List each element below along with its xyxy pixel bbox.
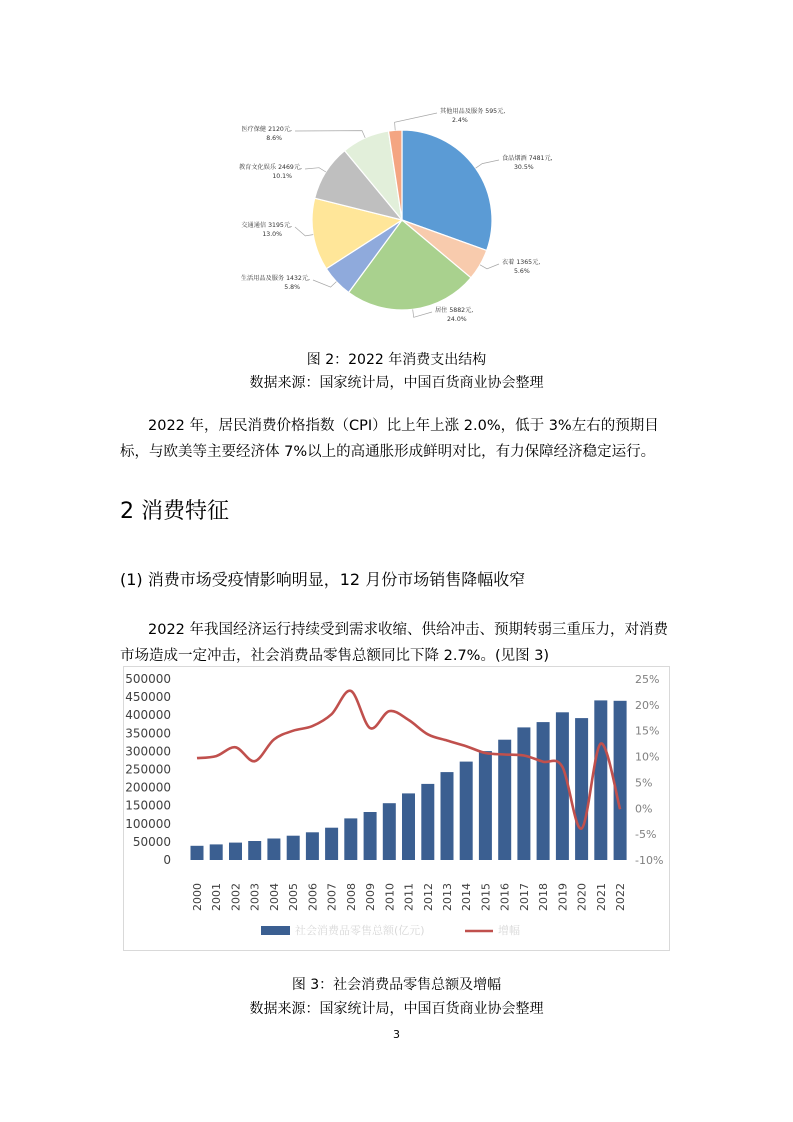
pie-label-percent: 10.1%: [272, 173, 292, 180]
y-right-tick-label: 20%: [635, 698, 660, 712]
bar: [248, 841, 261, 860]
y-left-tick-label: 350000: [125, 726, 171, 741]
x-tick-label: 2015: [479, 883, 493, 911]
x-tick-label: 2009: [364, 883, 378, 911]
pie-label-percent: 8.6%: [266, 135, 282, 142]
y-left-tick-label: 250000: [125, 762, 171, 777]
legend-label-bar: 社会消费品零售总额(亿元): [295, 924, 425, 937]
y-right-tick-label: 15%: [635, 724, 660, 738]
pie-label-percent: 2.4%: [452, 117, 468, 124]
legend-label-line: 增幅: [498, 924, 520, 937]
bar: [191, 846, 204, 860]
x-tick-label: 2020: [575, 883, 589, 911]
x-tick-label: 2014: [460, 883, 474, 911]
pie-label-percent: 30.5%: [514, 164, 534, 171]
y-left-tick-label: 400000: [125, 708, 171, 723]
pie-label-name: 衣着 1365元,: [502, 259, 541, 266]
x-tick-label: 2021: [594, 883, 608, 911]
pie-leader-line: [295, 227, 313, 236]
bar: [267, 839, 280, 861]
bar: [364, 812, 377, 860]
bar: [614, 701, 627, 860]
x-tick-label: 2000: [191, 883, 204, 911]
bar: [325, 828, 338, 860]
bar: [460, 762, 473, 860]
y-right-tick-label: -10%: [635, 854, 664, 867]
x-tick-label: 2011: [402, 883, 416, 911]
y-left-tick-label: 300000: [125, 744, 171, 759]
bar: [402, 793, 415, 860]
pie-label-name: 医疗保健 2120元,: [241, 126, 292, 133]
x-tick-label: 2003: [248, 883, 262, 911]
paragraph-cpi: 2022 年，居民消费价格指数（CPI）比上年上涨 2.0%，低于 3%左右的预期目标，与欧美等主要经济体 7%以上的高通胀形成鲜明对比，有力保障经济稳定运行。: [120, 418, 659, 460]
pie-label-percent: 13.0%: [262, 231, 282, 238]
bar: [441, 772, 454, 860]
y-left-tick-label: 100000: [125, 816, 171, 831]
x-tick-label: 2001: [210, 883, 224, 911]
pie-label-name: 居住 5882元,: [435, 307, 474, 314]
bar: [594, 700, 607, 860]
figure3-source: 数据来源：国家统计局，中国百货商业协会整理: [249, 1001, 544, 1017]
x-tick-label: 2004: [267, 883, 281, 911]
y-left-tick-label: 200000: [125, 780, 171, 795]
bar: [421, 784, 434, 860]
bar: [229, 843, 242, 860]
bar: [287, 836, 300, 860]
y-right-tick-label: -5%: [635, 828, 657, 842]
y-left-tick-label: 0: [163, 853, 171, 867]
subsection-heading: (1) 消费市场受疫情影响明显，12 月份市场销售降幅收窄: [120, 570, 526, 589]
bar: [517, 727, 530, 860]
y-right-tick-label: 0%: [635, 802, 653, 816]
pie-label-percent: 5.8%: [284, 284, 300, 291]
x-tick-label: 2017: [517, 883, 531, 911]
bar: [344, 818, 357, 860]
bar: [306, 832, 319, 860]
pie-label-name: 生活用品及服务 1432元,: [240, 275, 310, 282]
pie-label-percent: 5.6%: [514, 268, 530, 275]
x-tick-label: 2002: [229, 883, 243, 911]
x-tick-label: 2018: [537, 883, 551, 911]
pie-leader-line: [295, 131, 365, 138]
y-right-tick-label: 5%: [635, 776, 653, 790]
y-left-tick-label: 450000: [125, 690, 171, 705]
pie-leader-line: [413, 309, 432, 317]
bar: [498, 740, 511, 860]
pie-leader-line: [476, 160, 499, 168]
x-tick-label: 2019: [556, 883, 570, 911]
x-tick-label: 2012: [421, 883, 435, 911]
x-tick-label: 2010: [383, 883, 397, 911]
pie-label-name: 教育文化娱乐 2469元,: [239, 164, 302, 171]
x-tick-label: 2006: [306, 883, 320, 911]
bar: [537, 722, 550, 860]
x-tick-label: 2008: [344, 883, 358, 911]
y-left-tick-label: 150000: [125, 798, 171, 813]
y-left-tick-label: 500000: [125, 672, 171, 686]
bar: [479, 751, 492, 860]
figure2-source: 数据来源：国家统计局，中国百货商业协会整理: [249, 375, 544, 391]
pie-label-name: 交通通信 3195元,: [241, 222, 292, 229]
pie-label-percent: 24.0%: [447, 316, 467, 323]
section-heading: 2 消费特征: [120, 499, 229, 524]
x-tick-label: 2007: [325, 883, 339, 911]
pie-leader-line: [305, 168, 326, 172]
bar: [383, 803, 396, 860]
bar: [210, 844, 223, 860]
figure2-caption: 图 2：2022 年消费支出结构: [306, 352, 487, 368]
bar: [575, 718, 588, 860]
y-right-tick-label: 25%: [635, 673, 660, 686]
y-right-tick-label: 10%: [635, 750, 660, 764]
pie-chart: [220, 100, 580, 335]
pie-leader-line: [480, 264, 499, 269]
pie-label-name: 食品烟酒 7481元,: [502, 155, 553, 162]
pie-label-name: 其他用品及服务 595元,: [440, 108, 506, 115]
x-tick-label: 2005: [287, 883, 301, 911]
page-number: 3: [393, 1028, 400, 1041]
legend-swatch-bar: [261, 926, 290, 935]
x-tick-label: 2013: [440, 883, 454, 911]
figure3-caption: 图 3：社会消费品零售总额及增幅: [291, 977, 502, 993]
x-tick-label: 2022: [614, 883, 628, 911]
retail-chart: [123, 666, 670, 951]
paragraph-retail: 2022 年我国经济运行持续受到需求收缩、供给冲击、预期转弱三重压力，对消费市场造成一定冲击，社会消费品零售总额同比下降 2.7%。(见图 3): [120, 622, 669, 664]
y-left-tick-label: 50000: [132, 834, 171, 849]
pie-leader-line: [313, 280, 336, 287]
pie-leader-line: [395, 113, 437, 130]
x-tick-label: 2016: [498, 883, 512, 911]
